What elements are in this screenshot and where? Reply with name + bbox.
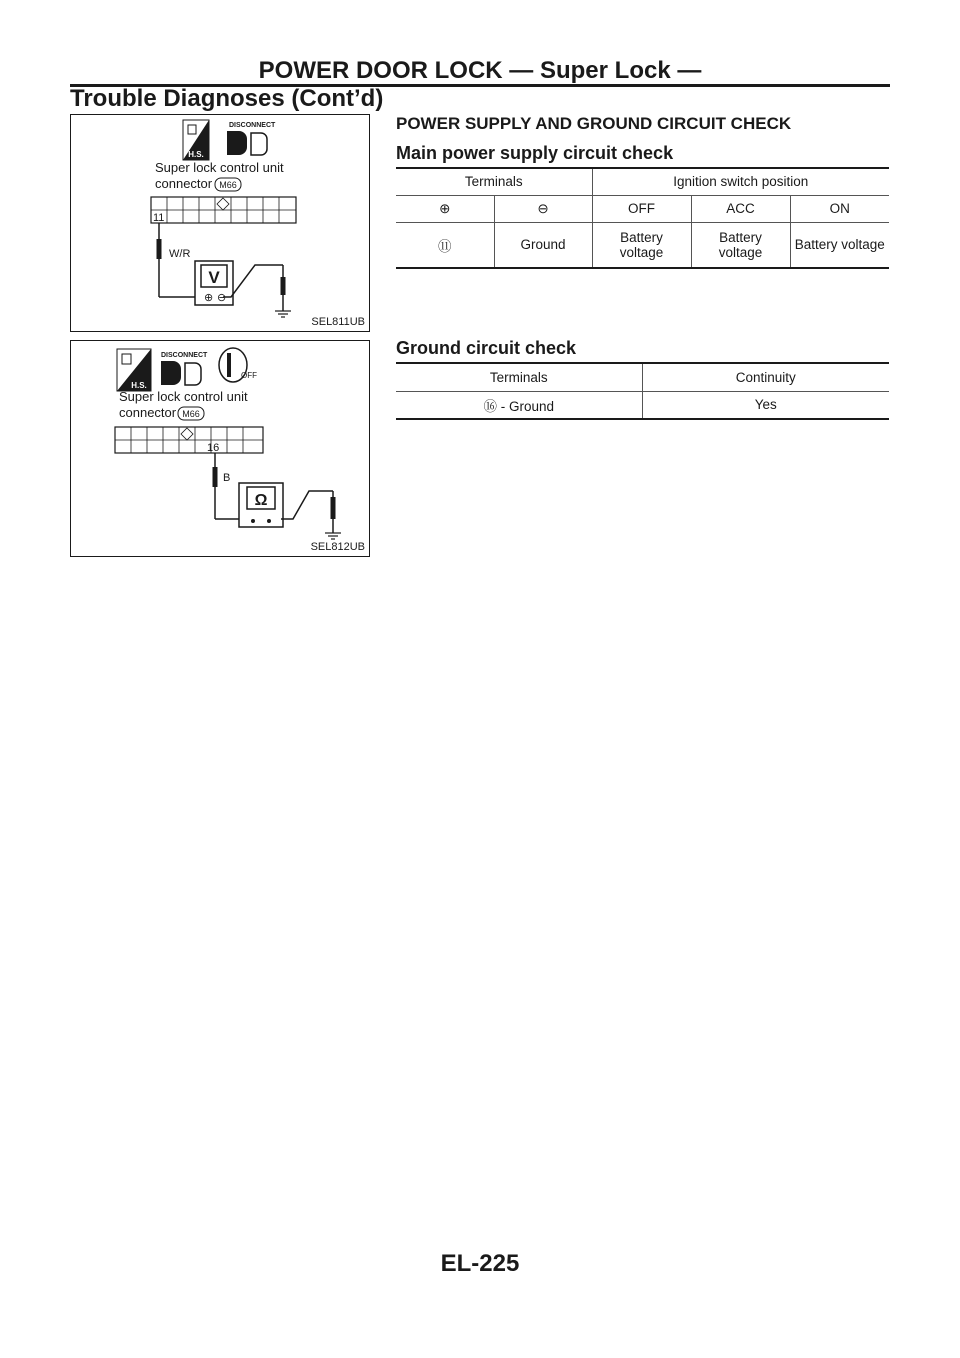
hs-label: H.S. bbox=[131, 381, 147, 390]
minus-symbol: ⊖ bbox=[494, 195, 592, 222]
connector-label-line1: Super lock control unit bbox=[155, 160, 284, 175]
continuity-value: Yes bbox=[642, 391, 889, 419]
ground-terminals bbox=[396, 391, 642, 419]
terminal-rest: - Ground bbox=[496, 398, 555, 414]
ground-check-table bbox=[396, 362, 889, 420]
connector-label-line2: connector bbox=[119, 405, 177, 420]
page-number: EL-225 bbox=[440, 1250, 520, 1277]
header-terminals: Terminals bbox=[396, 168, 592, 195]
header-continuity: Continuity bbox=[642, 363, 889, 391]
figure-code: SEL811UB bbox=[311, 316, 365, 328]
meter-symbol: Ω bbox=[254, 492, 268, 509]
subheader-off: OFF bbox=[592, 195, 691, 222]
page-header-subtitle: Trouble Diagnoses (Cont’d) bbox=[70, 85, 384, 112]
hs-label: H.S. bbox=[188, 150, 204, 159]
connector-label-line2: connector bbox=[155, 176, 213, 191]
voltmeter bbox=[195, 261, 233, 305]
connector-label-line1: Super lock control unit bbox=[119, 389, 248, 404]
off-value: Battery voltage bbox=[592, 222, 691, 268]
page-header-title: POWER DOOR LOCK — Super Lock — bbox=[258, 57, 702, 84]
power-supply-diagram bbox=[71, 115, 369, 331]
minus-terminal: Ground bbox=[494, 222, 592, 268]
disconnect-label: DISCONNECT bbox=[161, 352, 208, 359]
ground-check-diagram bbox=[71, 341, 369, 556]
ohmmeter bbox=[239, 483, 283, 527]
ground-check-title: Ground circuit check bbox=[396, 338, 577, 358]
subheader-on: ON bbox=[790, 195, 889, 222]
svg-text:⊕: ⊕ bbox=[204, 292, 214, 304]
figure-power-supply-check bbox=[70, 114, 370, 332]
disconnect-icon bbox=[227, 122, 276, 155]
main-power-check-title: Main power supply circuit check bbox=[396, 143, 674, 163]
terminal-number: ⑯ bbox=[483, 398, 497, 414]
acc-value: Battery voltage bbox=[691, 222, 790, 268]
terminal-number: 11 bbox=[153, 212, 165, 224]
disconnect-label: DISCONNECT bbox=[229, 122, 276, 129]
header-terminals: Terminals bbox=[396, 363, 642, 391]
harness-side-icon bbox=[117, 349, 151, 391]
terminal-number: 16 bbox=[207, 442, 220, 454]
plus-symbol: ⊕ bbox=[396, 195, 494, 222]
svg-text:⊖: ⊖ bbox=[217, 292, 227, 304]
harness-side-icon bbox=[183, 120, 209, 160]
connector-id: M66 bbox=[219, 180, 237, 190]
wire-color-label: B bbox=[223, 472, 231, 484]
wire-color-label: W/R bbox=[169, 248, 191, 260]
meter-symbol: V bbox=[208, 268, 220, 287]
disconnect-icon bbox=[161, 352, 208, 385]
connector-face bbox=[115, 427, 263, 453]
figure-ground-check bbox=[70, 340, 370, 557]
header-ignition-position: Ignition switch position bbox=[592, 168, 889, 195]
plus-terminal: ⑪ bbox=[396, 222, 494, 268]
connector-face bbox=[151, 197, 296, 223]
subheader-acc: ACC bbox=[691, 195, 790, 222]
main-power-table bbox=[396, 167, 889, 269]
ignition-key-icon bbox=[219, 348, 257, 382]
key-position-label: OFF bbox=[241, 371, 257, 380]
figure-code: SEL812UB bbox=[310, 541, 365, 553]
connector-id: M66 bbox=[182, 409, 200, 419]
section-title: POWER SUPPLY AND GROUND CIRCUIT CHECK bbox=[396, 114, 792, 133]
on-value: Battery voltage bbox=[790, 222, 889, 268]
